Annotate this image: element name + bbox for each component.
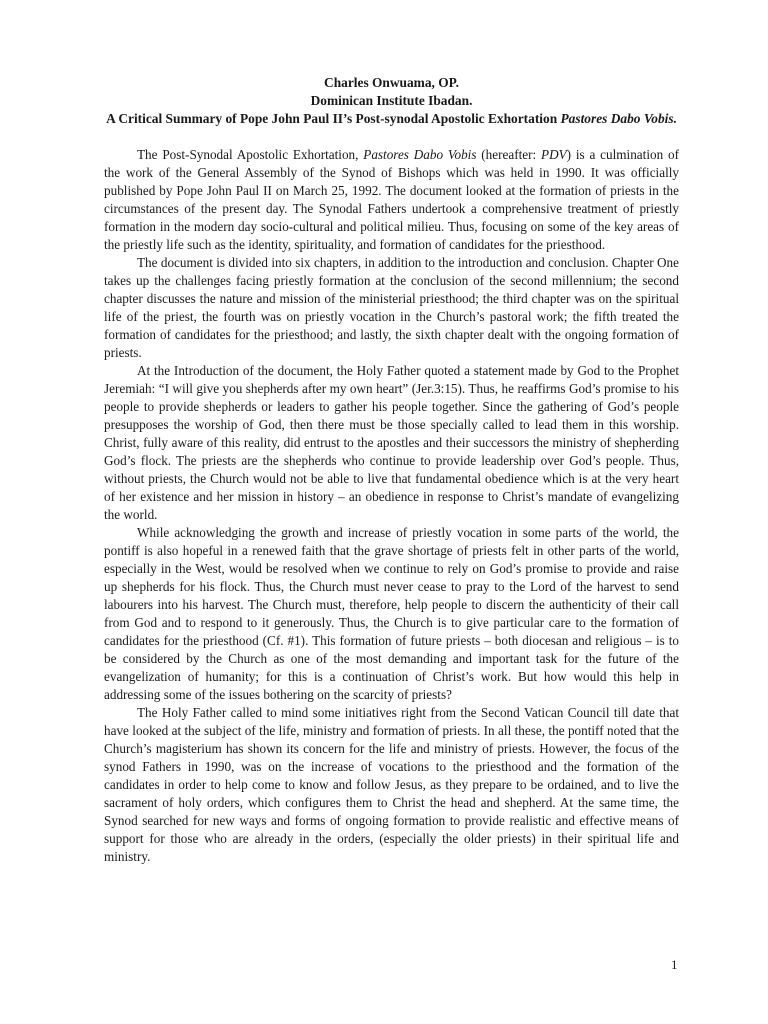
document-body [104, 146, 679, 866]
document-title [104, 110, 679, 128]
p1-italic-title: Pastores Dabo Vobis [363, 147, 477, 162]
p1-text-c: ) is a culmination of the work of the General Assembly of the Synod of Bishops which was held in 1990. It was officially published by Pope John Paul II on March 25, 1992. The document looked at the formation of priests in the circumstances of the present day. The Synodal Fathers undertook a comprehensive treatment of priestly formation in the modern day socio-cultural and political milieu. Thus, focusing on some of the key areas of the priestly life such as the identity, spirituality, and formation of candidates for the priesthood. [104, 147, 679, 252]
p1-text-b: (hereafter: [476, 147, 542, 162]
author-line: Charles Onwuama, OP. [324, 75, 459, 90]
title-italic: Pastores Dabo Vobis. [560, 111, 677, 126]
institution-line: Dominican Institute Ibadan. [310, 93, 473, 108]
paragraph-2: The document is divided into six chapters, in addition to the introduction and conclusion. Chapter One takes up the challenges facing priestly formation at the conclusion of the second millennium; the second chapter discusses the nature and mission of the ministerial priesthood; the third chapter was on the spiritual life of the priest, the fourth was on priestly vocation in the Church’s pastoral work; the fifth treated the formation of candidates for the priesthood; and lastly, the sixth chapter dealt with the ongoing formation of priests. [104, 255, 679, 360]
page-number: 1 [671, 957, 678, 972]
paragraph-3: At the Introduction of the document, the Holy Father quoted a statement made by God to the Prophet Jeremiah: “I will give you shepherds after my own heart” (Jer.3:15). Thus, he reaffirms God’s promise to his people to provide shepherds or leaders to gather his people together. Since the gathering of God’s people presupposes the worship of God, then there must be those specially called to lead them in this worship. Christ, fully aware of this reality, did entrust to the apostles and their successors the ministry of shepherding God’s flock. The priests are the shepherds who continue to provide leadership over God’s people. Thus, without priests, the Church would not be able to live that fundamental obedience which is at the very heart of her existence and her mission in history – an obedience in response to Christ’s mandate of evangelizing the world. [104, 363, 679, 522]
p1-italic-abbrev: PDV [541, 147, 567, 162]
title-main: A Critical Summary of Pope John Paul II’s Post-synodal Apostolic Exhortation [106, 111, 561, 126]
document-header [104, 74, 679, 128]
paragraph-1 [104, 146, 679, 254]
paragraph-5: The Holy Father called to mind some initiatives right from the Second Vatican Council till date that have looked at the subject of the life, ministry and formation of priests. In all these, the pontiff noted that the Church’s magisterium has shown its concern for the life and ministry of priests. However, the focus of the synod Fathers in 1990, was on the increase of vocations to the priesthood and the formation of the candidates in order to help come to know and follow Jesus, as they prepare to be ordained, and to live the sacrament of holy orders, which configures them to Christ the head and shepherd. At the same time, the Synod searched for new ways and forms of ongoing formation to provide realistic and effective means of support for those who are already in the orders, (especially the older priests) in their spiritual life and ministry. [104, 705, 679, 864]
p1-text-a: The Post-Synodal Apostolic Exhortation, [137, 147, 364, 162]
paragraph-4: While acknowledging the growth and increase of priestly vocation in some parts of the world, the pontiff is also hopeful in a renewed faith that the grave shortage of priests felt in other parts of the world, especially in the West, would be resolved when we continue to rely on God’s promise to provide and raise up shepherds for his flock. Thus, the Church must never cease to pray to the Lord of the harvest to send labourers into his harvest. The Church must, therefore, help people to discern the authenticity of their call from God and to respond to it generously. Thus, the Church is to give particular care to the formation of candidates for the priesthood (Cf. #1). This formation of future priests – both diocesan and religious – is to be considered by the Church as one of the most demanding and important task for the future of the evangelization of humanity; for this is a continuation of Christ’s work. But how would this help in addressing some of the issues bothering on the scarcity of priests? [104, 525, 679, 702]
document-page [104, 74, 679, 866]
